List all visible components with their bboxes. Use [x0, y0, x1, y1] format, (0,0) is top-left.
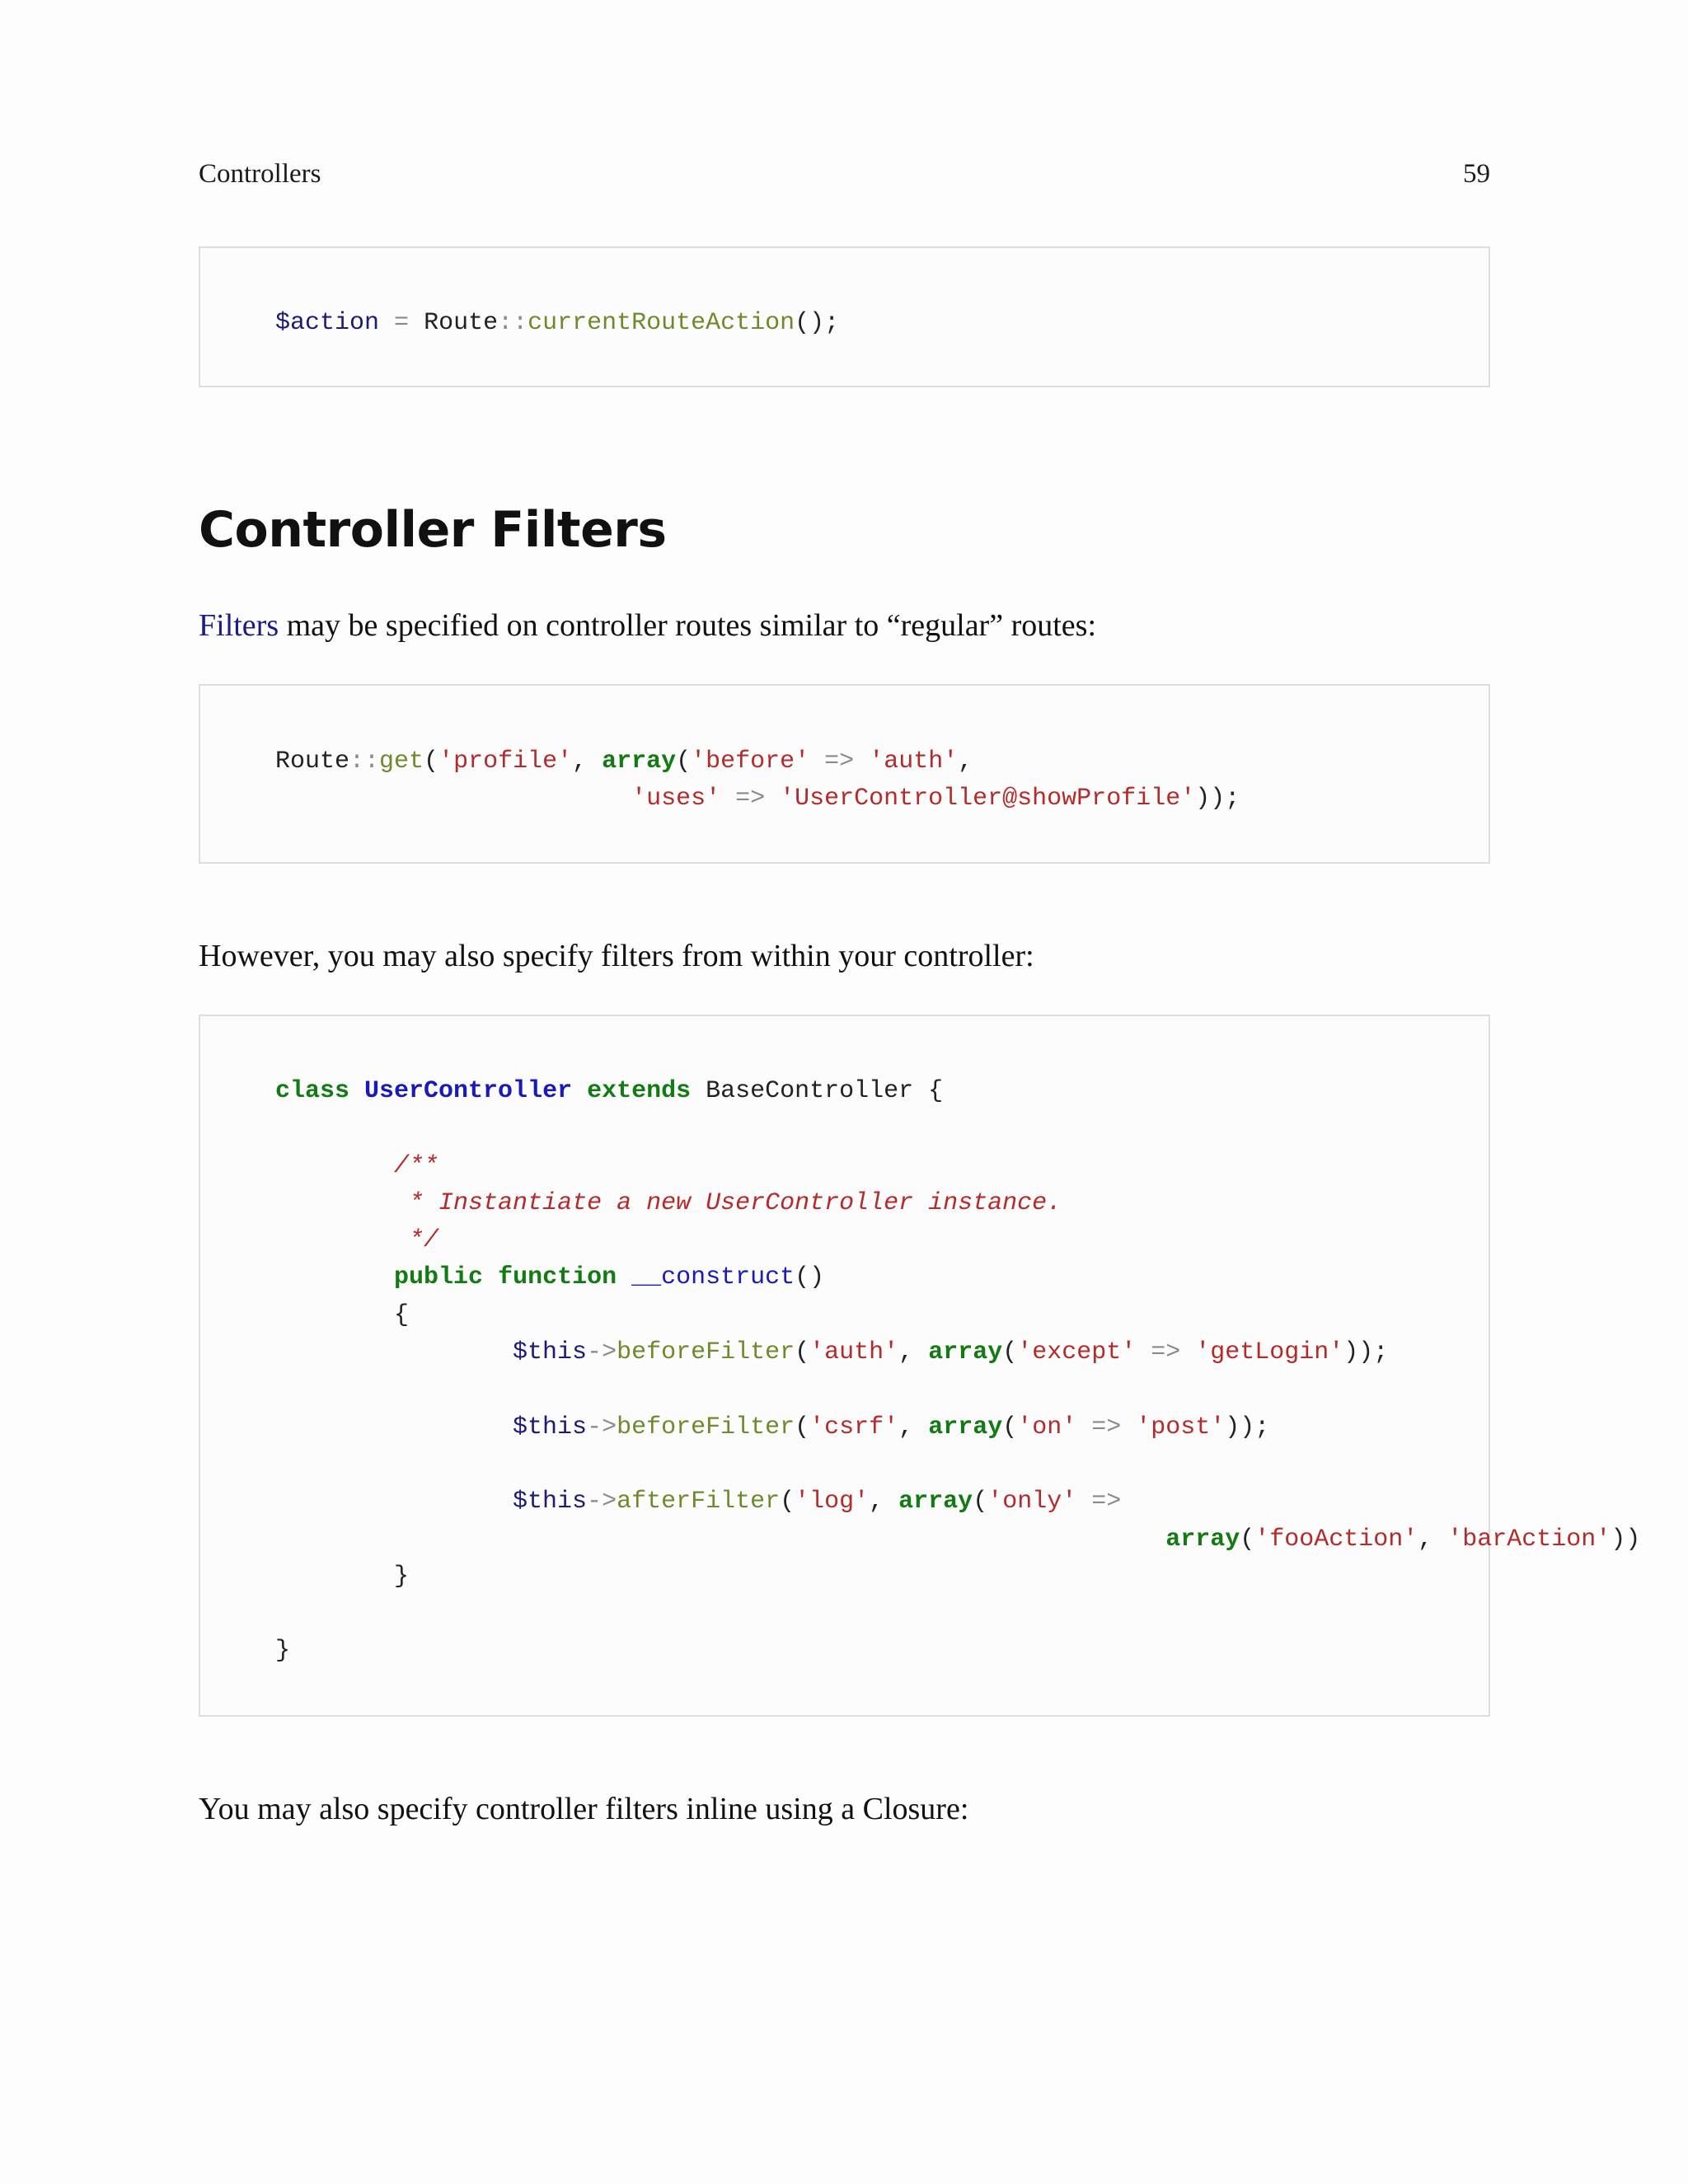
- code-punct: (: [973, 1488, 988, 1516]
- code-punct: (): [795, 1263, 825, 1292]
- code-punct: ,: [958, 748, 973, 776]
- code-string: 'auth': [809, 1338, 899, 1367]
- code-method: afterFilter: [617, 1488, 781, 1516]
- code-string: 'post': [1136, 1413, 1226, 1441]
- code-operator: =>: [1136, 1338, 1196, 1367]
- code-punct: (: [1240, 1525, 1255, 1554]
- code-string: 'log': [795, 1488, 870, 1516]
- code-string: 'uses': [631, 785, 721, 813]
- code-operator: =>: [1076, 1488, 1122, 1516]
- code-class: Route: [424, 309, 499, 337]
- code-operator: ::: [498, 309, 528, 337]
- code-lines: [275, 743, 1240, 818]
- code-operator: ->: [587, 1488, 617, 1516]
- code-punct: )): [1611, 1525, 1641, 1554]
- code-punct: ,: [898, 1338, 929, 1367]
- code-punct: }: [275, 1637, 291, 1666]
- code-string: 'UserController@showProfile': [780, 785, 1196, 813]
- code-method: get: [379, 748, 424, 776]
- code-punct: ));: [1343, 1338, 1389, 1367]
- code-keyword: array: [602, 748, 677, 776]
- code-string: 'only': [987, 1488, 1077, 1516]
- code-keyword: class: [275, 1077, 350, 1105]
- code-punct: ));: [1225, 1413, 1270, 1441]
- code-operator: ->: [587, 1413, 617, 1441]
- code-method: beforeFilter: [617, 1413, 795, 1441]
- code-punct: ,: [898, 1413, 929, 1441]
- code-comment: * Instantiate a new UserController instance.: [394, 1188, 1062, 1217]
- code-string: 'before': [691, 748, 810, 776]
- code-variable: $this: [513, 1488, 588, 1516]
- code-keyword: array: [928, 1338, 1003, 1367]
- code-variable: $this: [513, 1338, 588, 1367]
- code-punct: (: [1002, 1413, 1018, 1441]
- filters-link[interactable]: Filters: [199, 608, 279, 643]
- code-punct: ));: [1195, 785, 1240, 813]
- code-string: 'fooAction': [1254, 1525, 1418, 1554]
- code-punct: ,: [572, 748, 603, 776]
- code-lines: [275, 1073, 1640, 1671]
- paragraph-text: may be specified on controller routes similar to “regular” routes:: [279, 608, 1097, 643]
- code-keyword: public: [394, 1263, 484, 1292]
- code-comment: */: [394, 1226, 439, 1255]
- code-punct: (: [795, 1413, 810, 1441]
- code-punct: {: [394, 1301, 410, 1329]
- paragraph-closure-filters: You may also specify controller filters inline using a Closure:: [199, 1792, 969, 1826]
- code-punct: ,: [869, 1488, 899, 1516]
- code-function-name: __construct: [631, 1263, 795, 1292]
- code-method: beforeFilter: [617, 1338, 795, 1367]
- code-punct: (: [1002, 1338, 1018, 1367]
- code-operator: =: [394, 309, 410, 337]
- code-keyword: function: [498, 1263, 617, 1292]
- code-punct: }: [394, 1562, 410, 1591]
- code-string: 'profile': [438, 748, 573, 776]
- code-base-class: BaseController {: [691, 1077, 944, 1105]
- code-operator: ::: [349, 748, 380, 776]
- code-method: currentRouteAction: [528, 309, 795, 337]
- code-string: 'csrf': [809, 1413, 899, 1441]
- section-heading: Controller Filters: [199, 501, 667, 559]
- code-keyword: array: [898, 1488, 973, 1516]
- page-number: 59: [1463, 159, 1490, 189]
- paragraph-controller-filters: However, you may also specify filters from within your controller:: [199, 939, 1034, 973]
- code-string: 'on': [1017, 1413, 1077, 1441]
- code-keyword: extends: [587, 1077, 692, 1105]
- code-operator: =>: [809, 748, 870, 776]
- code-string: 'barAction': [1447, 1525, 1611, 1554]
- code-class: Route: [275, 748, 350, 776]
- code-string: 'except': [1017, 1338, 1137, 1367]
- code-variable: $action: [275, 309, 380, 337]
- code-string: 'auth': [869, 748, 959, 776]
- code-punct: (: [676, 748, 692, 776]
- code-punct: (: [795, 1338, 810, 1367]
- code-block-current-route-action: [199, 246, 1490, 387]
- code-keyword: array: [928, 1413, 1003, 1441]
- running-header-section: Controllers: [199, 159, 321, 189]
- code-variable: $this: [513, 1413, 588, 1441]
- code-operator: =>: [720, 785, 781, 813]
- code-block-user-controller: [199, 1015, 1641, 1717]
- code-keyword: array: [1165, 1525, 1240, 1554]
- code-punct: (: [780, 1488, 795, 1516]
- paragraph-filters-intro: [199, 607, 1096, 644]
- code-line: [275, 305, 839, 342]
- code-class-name: UserController: [364, 1077, 573, 1105]
- code-block-route-filters: [199, 684, 1490, 864]
- code-operator: =>: [1076, 1413, 1137, 1441]
- code-comment: /**: [394, 1151, 439, 1180]
- code-punct: ,: [1418, 1525, 1448, 1554]
- code-string: 'getLogin': [1195, 1338, 1344, 1367]
- code-operator: ->: [587, 1338, 617, 1367]
- code-punct: ();: [795, 309, 840, 337]
- code-punct: (: [424, 748, 439, 776]
